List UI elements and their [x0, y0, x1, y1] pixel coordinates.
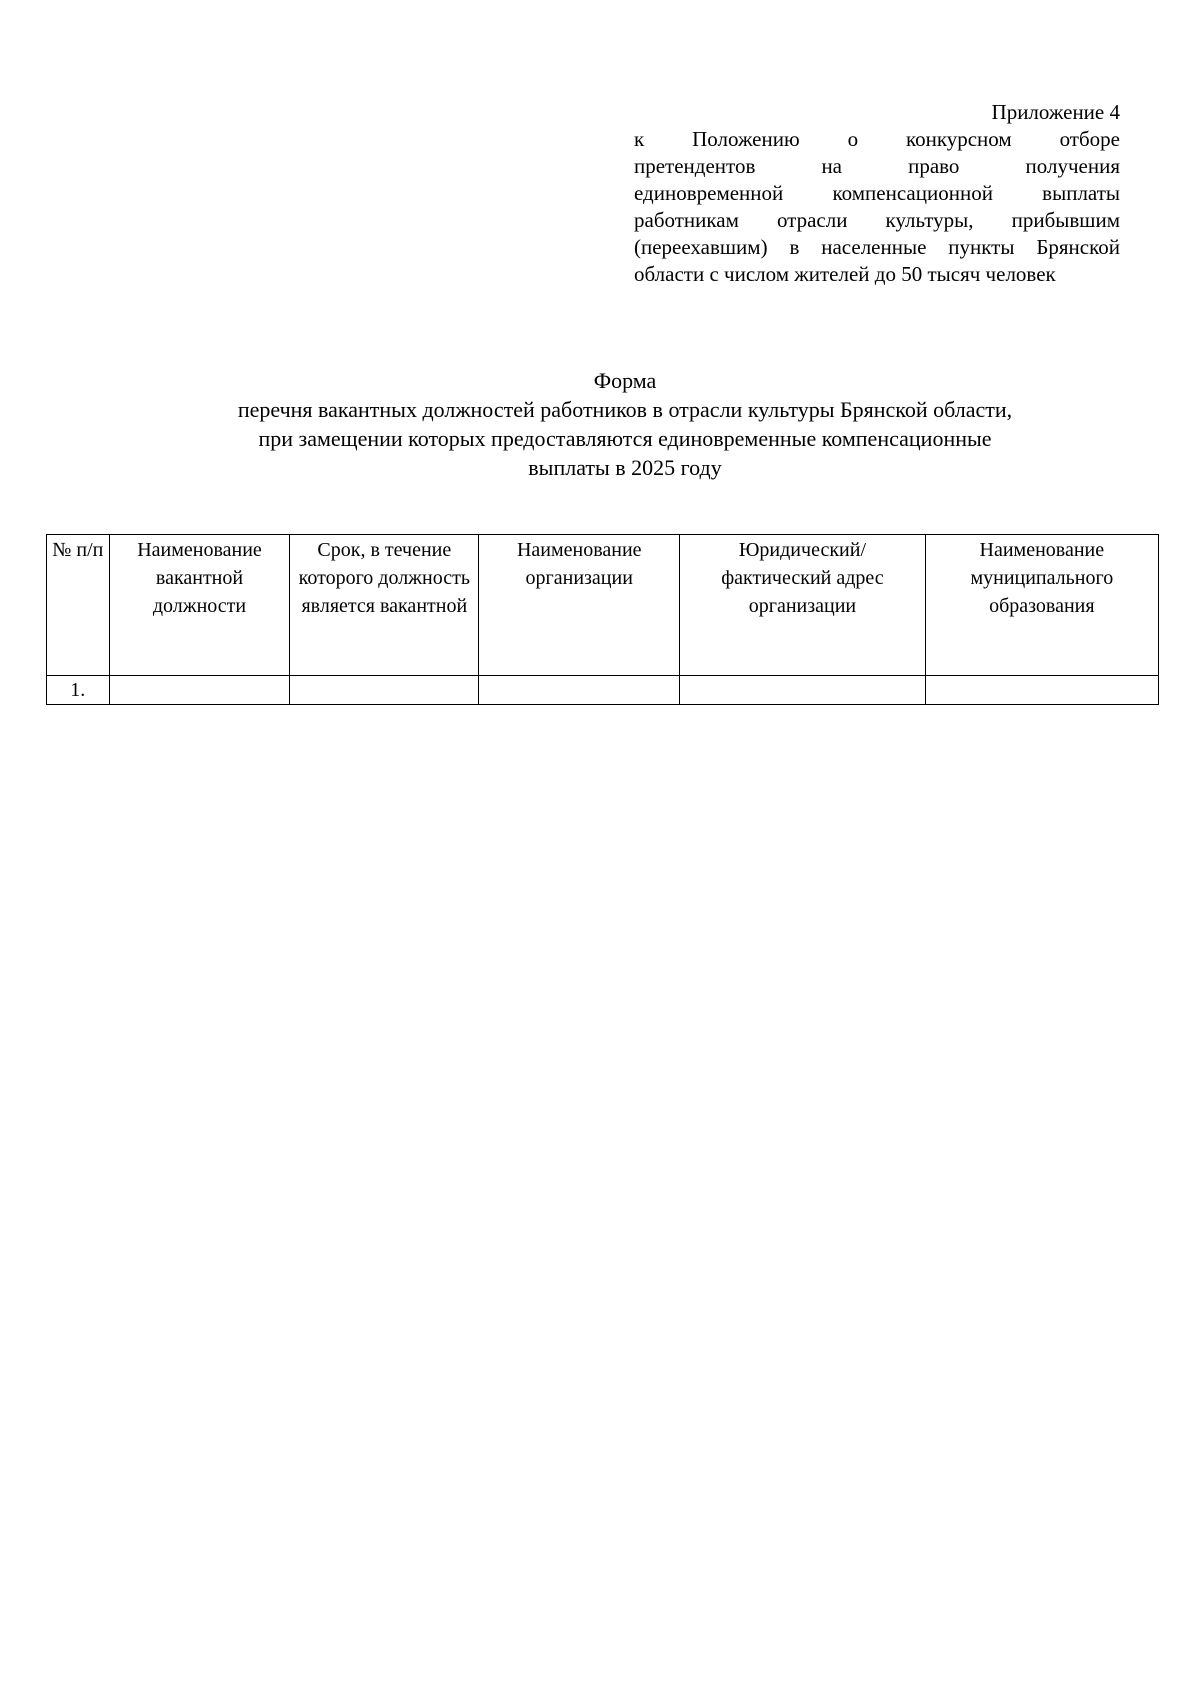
cell-position	[109, 676, 290, 705]
form-title-line: перечня вакантных должностей работников в отрасли культуры Брянской области,	[237, 397, 1013, 422]
vacancy-table	[46, 534, 1159, 705]
appendix-line: претендентов на право получения	[634, 154, 1120, 178]
cell-organization	[479, 676, 680, 705]
cell-vacancy-term	[290, 676, 479, 705]
form-title-line: выплаты в 2025 году	[528, 455, 722, 480]
appendix-line: к Положению о конкурсном отборе	[634, 127, 1120, 151]
header-position: Наименование вакантной должности	[109, 535, 290, 676]
table-row	[47, 676, 1159, 705]
header-municipality: Наименование муниципального образования	[925, 535, 1158, 676]
header-number: № п/п	[47, 535, 110, 676]
header-vacancy-term: Срок, в течение которого должность является вакантной	[290, 535, 479, 676]
appendix-line: единовременной компенсационной выплаты	[634, 181, 1120, 205]
form-title	[150, 366, 1100, 482]
appendix-number: Приложение 4	[991, 100, 1120, 124]
header-organization: Наименование организации	[479, 535, 680, 676]
cell-number: 1.	[47, 676, 110, 705]
appendix-reference	[634, 99, 1120, 288]
form-title-line: при замещении которых предоставляются единовременные компенсационные	[258, 426, 992, 451]
appendix-text	[634, 126, 1120, 288]
table-header-row	[47, 535, 1159, 676]
form-heading: Форма	[593, 368, 657, 393]
cell-municipality	[925, 676, 1158, 705]
appendix-line: (переехавшим) в населенные пункты Брянской	[634, 235, 1120, 259]
cell-address	[680, 676, 925, 705]
header-address: Юридический/фактический адрес организации	[680, 535, 925, 676]
appendix-line: области с числом жителей до 50 тысяч человек	[634, 262, 1056, 286]
appendix-line: работникам отрасли культуры, прибывшим	[634, 208, 1120, 232]
